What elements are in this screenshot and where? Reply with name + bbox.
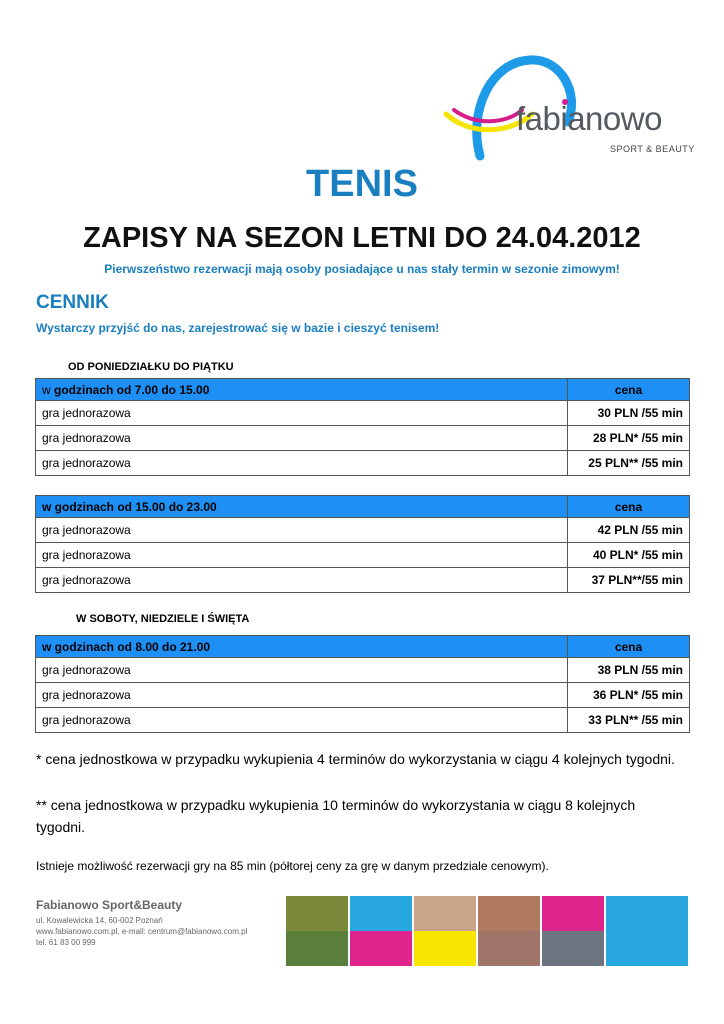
table-row — [36, 708, 690, 733]
row-label: gra jednorazowa — [36, 451, 568, 476]
table-row — [36, 518, 690, 543]
magenta-tile — [350, 931, 412, 966]
table-header-row — [36, 379, 690, 401]
table-row — [36, 658, 690, 683]
price-table-weekday-evening — [35, 495, 690, 593]
row-price: 25 PLN** /55 min — [568, 451, 690, 476]
yellow-tile — [414, 931, 476, 966]
blue-tile — [606, 931, 688, 966]
row-price: 40 PLN* /55 min — [568, 543, 690, 568]
price-header: cena — [568, 636, 690, 658]
price-header: cena — [568, 379, 690, 401]
footnote-double-star: ** cena jednostkowa w przypadku wykupienia 10 terminów do wykorzystania w ciągu 8 kolejnych tygodni. — [36, 797, 636, 835]
page-title: TENIS — [306, 163, 418, 205]
table-row — [36, 426, 690, 451]
row-label: gra jednorazowa — [36, 426, 568, 451]
weekday-heading: OD PONIEDZIAŁKU DO PIĄTKU — [68, 361, 234, 373]
price-table-weekend — [35, 635, 690, 733]
row-label: gra jednorazowa — [36, 658, 568, 683]
tennis-balls-photo — [286, 896, 348, 931]
hours-label: godzinach od 7.00 do 15.00 — [54, 382, 210, 397]
fabianowo-logo — [440, 52, 700, 162]
beauty-photo — [478, 896, 540, 931]
footer-web-email: www.fabianowo.com.pl, e-mail: centrum@fabianowo.com.pl — [36, 927, 248, 936]
row-label: gra jednorazowa — [36, 543, 568, 568]
footer-phone: tel. 61 83 00 999 — [36, 938, 96, 947]
logo-wordmark: fabianowo — [516, 100, 662, 137]
hours-prefix: w — [42, 382, 54, 397]
tennis-ball-photo — [286, 931, 348, 966]
hours-label: w godzinach od 8.00 do 21.00 — [36, 636, 568, 658]
weekend-heading: W SOBOTY, NIEDZIELE I ŚWIĘTA — [76, 613, 250, 625]
logo-tagline: SPORT & BEAUTY — [610, 144, 695, 154]
table-header-row — [36, 496, 690, 518]
row-price: 33 PLN** /55 min — [568, 708, 690, 733]
footnote-single-star: * cena jednostkowa w przypadku wykupienia 4 terminów do wykorzystania w ciągu 4 kolejnych tygodni. — [36, 751, 675, 767]
row-price: 38 PLN /55 min — [568, 658, 690, 683]
footer-company-name: Fabianowo Sport&Beauty — [36, 898, 183, 912]
row-label: gra jednorazowa — [36, 683, 568, 708]
table-row — [36, 683, 690, 708]
pricelist-heading: CENNIK — [36, 292, 109, 313]
footer-photo-mosaic — [286, 896, 688, 966]
price-table-weekday-morning — [35, 378, 690, 476]
table-row — [36, 401, 690, 426]
table-row — [36, 568, 690, 593]
row-price: 42 PLN /55 min — [568, 518, 690, 543]
table-header-row — [36, 636, 690, 658]
row-price: 28 PLN* /55 min — [568, 426, 690, 451]
blue-tile — [606, 896, 688, 931]
magenta-tile — [542, 896, 604, 931]
row-price: 37 PLN**/55 min — [568, 568, 690, 593]
footer-address: ul. Kowalewicka 14, 60-002 Poznań — [36, 916, 163, 925]
extended-booking-note: Istnieje możliwość rezerwacji gry na 85 min (półtorej ceny za grę w danym przedziale cenowym). — [36, 859, 549, 873]
page-subtitle: ZAPISY NA SEZON LETNI DO 24.04.2012 — [83, 222, 641, 254]
row-price: 36 PLN* /55 min — [568, 683, 690, 708]
priority-notice: Pierwszeństwo rezerwacji mają osoby posiadające u nas stały termin w sezonie zimowym! — [104, 262, 620, 276]
price-header: cena — [568, 496, 690, 518]
row-price: 30 PLN /55 min — [568, 401, 690, 426]
makeup-photo — [478, 931, 540, 966]
intro-text: Wystarczy przyjść do nas, zarejestrować się w bazie i cieszyć tenisem! — [36, 321, 440, 335]
row-label: gra jednorazowa — [36, 401, 568, 426]
table-row — [36, 543, 690, 568]
row-label: gra jednorazowa — [36, 518, 568, 543]
hours-label: w godzinach od 15.00 do 23.00 — [36, 496, 568, 518]
blue-tile — [350, 896, 412, 931]
row-label: gra jednorazowa — [36, 568, 568, 593]
row-label: gra jednorazowa — [36, 708, 568, 733]
man-photo — [542, 931, 604, 966]
table-row — [36, 451, 690, 476]
hours-cell — [36, 379, 568, 401]
spa-photo — [414, 896, 476, 931]
